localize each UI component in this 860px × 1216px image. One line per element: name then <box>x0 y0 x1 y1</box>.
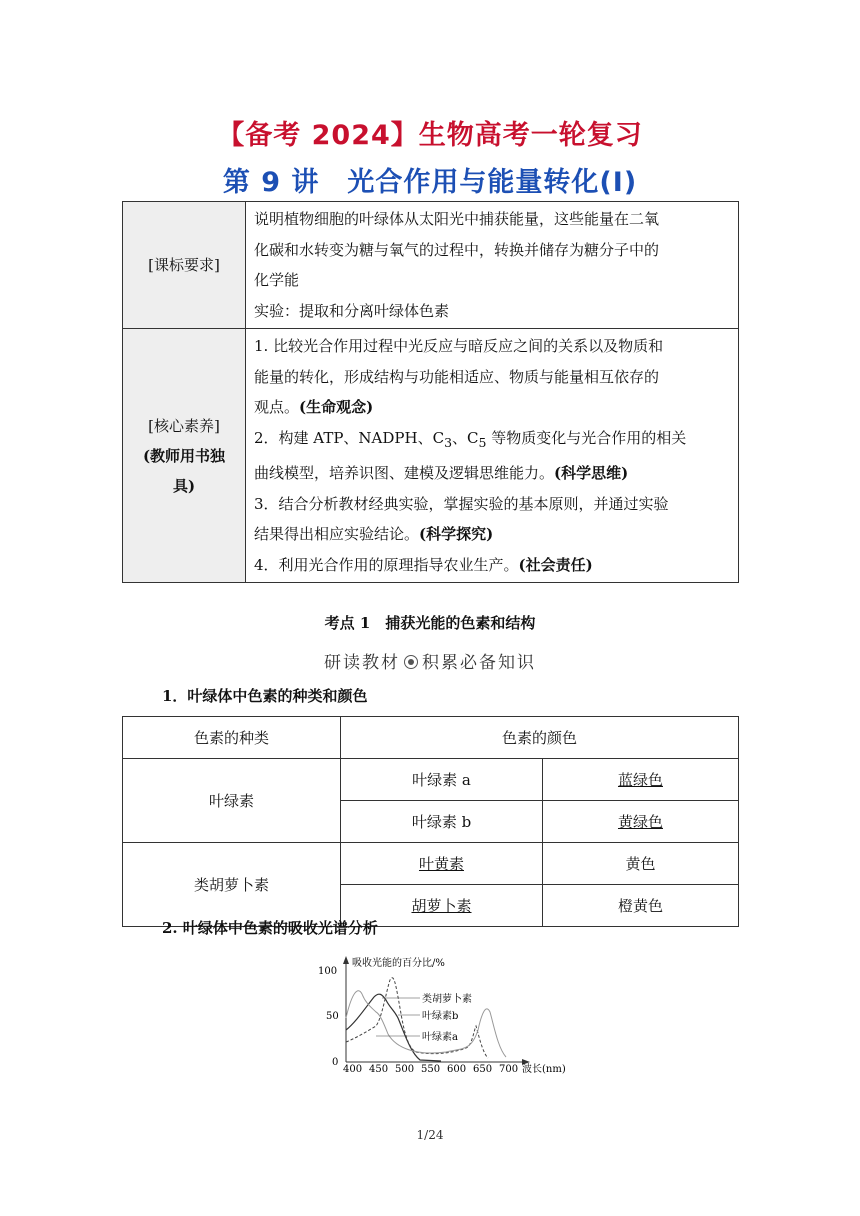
y-tick-label: 100 <box>318 966 338 977</box>
text-line: 实验：提取和分离叶绿体色素 <box>254 301 450 320</box>
table-row <box>123 329 739 583</box>
x-tick-label: 400 <box>343 1064 363 1075</box>
section-banner: 研读教材 积累必备知识 <box>324 653 536 673</box>
pigment-name: 叶绿素 a <box>341 759 543 801</box>
page-title: 【备考 2024】生物高考一轮复习 <box>217 120 643 151</box>
x-axis-label: 波长(nm) <box>522 1064 566 1075</box>
section-heading: 考点 1 捕获光能的色素和结构 <box>324 614 536 632</box>
curriculum-requirement-content <box>246 202 739 329</box>
subheading-absorption-spectrum: 2. 叶绿体中色素的吸收光谱分析 <box>162 919 378 937</box>
core-literacy-content: 1. 比较光合作用过程中光反应与暗反应之间的关系以及物质和 能量的转化，形成结构与功能相适应、物质与能量相互依存的 观点。(生命观念) 2．构建 ATP、NADPH、$C_3$、$C_5$ 等物质变化与光合作用的相关 曲线模型，培养识图、建模及逻辑思维能力。(科学思维) 3．结合分析教材经典实验，掌握实验的基本原则，并通过实验 结果得出相应实验结论。(科学探究) 4．利用光合作用的原理指导农业生产。(社会责任) <box>246 329 739 583</box>
pigment-group: 叶绿素 <box>123 759 341 843</box>
x-tick-label: 700 <box>499 1064 519 1075</box>
requirements-table <box>122 201 739 583</box>
page-number: 1/24 <box>416 1128 444 1142</box>
curriculum-requirement-label: [课标要求] <box>123 202 246 329</box>
y-axis-arrow-icon <box>343 956 349 964</box>
column-header: 色素的种类 <box>123 717 341 759</box>
literacy-tag: (科学探究) <box>419 525 494 543</box>
pigment-group: 类胡萝卜素 <box>123 843 341 927</box>
literacy-tag: (科学思维) <box>554 464 629 482</box>
pigment-color: 橙黄色 <box>543 885 739 927</box>
literacy-tag: (社会责任) <box>518 555 593 574</box>
pigment-name: 叶黄素 <box>341 843 543 885</box>
pigment-color: 黄绿色 <box>543 801 739 843</box>
table-row <box>123 202 739 329</box>
x-tick-label: 500 <box>395 1064 415 1075</box>
chlorophyll-b-curve <box>346 978 488 1058</box>
column-header: 色素的颜色 <box>341 717 739 759</box>
pigment-name: 胡萝卜素 <box>341 885 543 927</box>
legend-entry: 叶绿素b <box>422 1011 459 1022</box>
pigment-color: 黄色 <box>543 843 739 885</box>
core-literacy-label: [核心素养] (教师用书独 具) <box>123 329 246 583</box>
x-tick-label: 450 <box>369 1064 389 1075</box>
subheading-pigment-types: 1．叶绿体中色素的种类和颜色 <box>162 687 368 705</box>
literacy-tag: (生命观念) <box>299 398 374 416</box>
y-tick-label: 0 <box>332 1057 339 1068</box>
pigment-color: 蓝绿色 <box>543 759 739 801</box>
y-tick-label: 50 <box>326 1011 339 1022</box>
absorption-spectrum-figure <box>316 952 586 1078</box>
text-line: 化碳和水转变为糖与氧气的过程中，转换并储存为糖分子中的 <box>254 240 660 259</box>
lesson-subtitle: 第 9 讲 光合作用与能量转化(Ⅰ) <box>222 167 638 198</box>
table-row <box>123 759 739 801</box>
table-row <box>123 843 739 885</box>
legend-entry: 叶绿素a <box>422 1032 458 1043</box>
x-tick-label: 550 <box>421 1064 441 1075</box>
x-tick-label: 650 <box>473 1064 493 1075</box>
text-line: 说明植物细胞的叶绿体从太阳光中捕获能量，这些能量在二氧 <box>254 210 660 228</box>
pigment-table <box>122 716 739 927</box>
y-axis-label: 吸收光能的百分比/% <box>352 958 445 969</box>
pigment-name: 叶绿素 b <box>341 801 543 843</box>
text-line: 化学能 <box>254 271 300 289</box>
legend-entry: 类胡萝卜素 <box>422 994 472 1005</box>
x-tick-label: 600 <box>447 1064 467 1075</box>
target-icon <box>404 655 418 669</box>
table-row <box>123 717 739 759</box>
